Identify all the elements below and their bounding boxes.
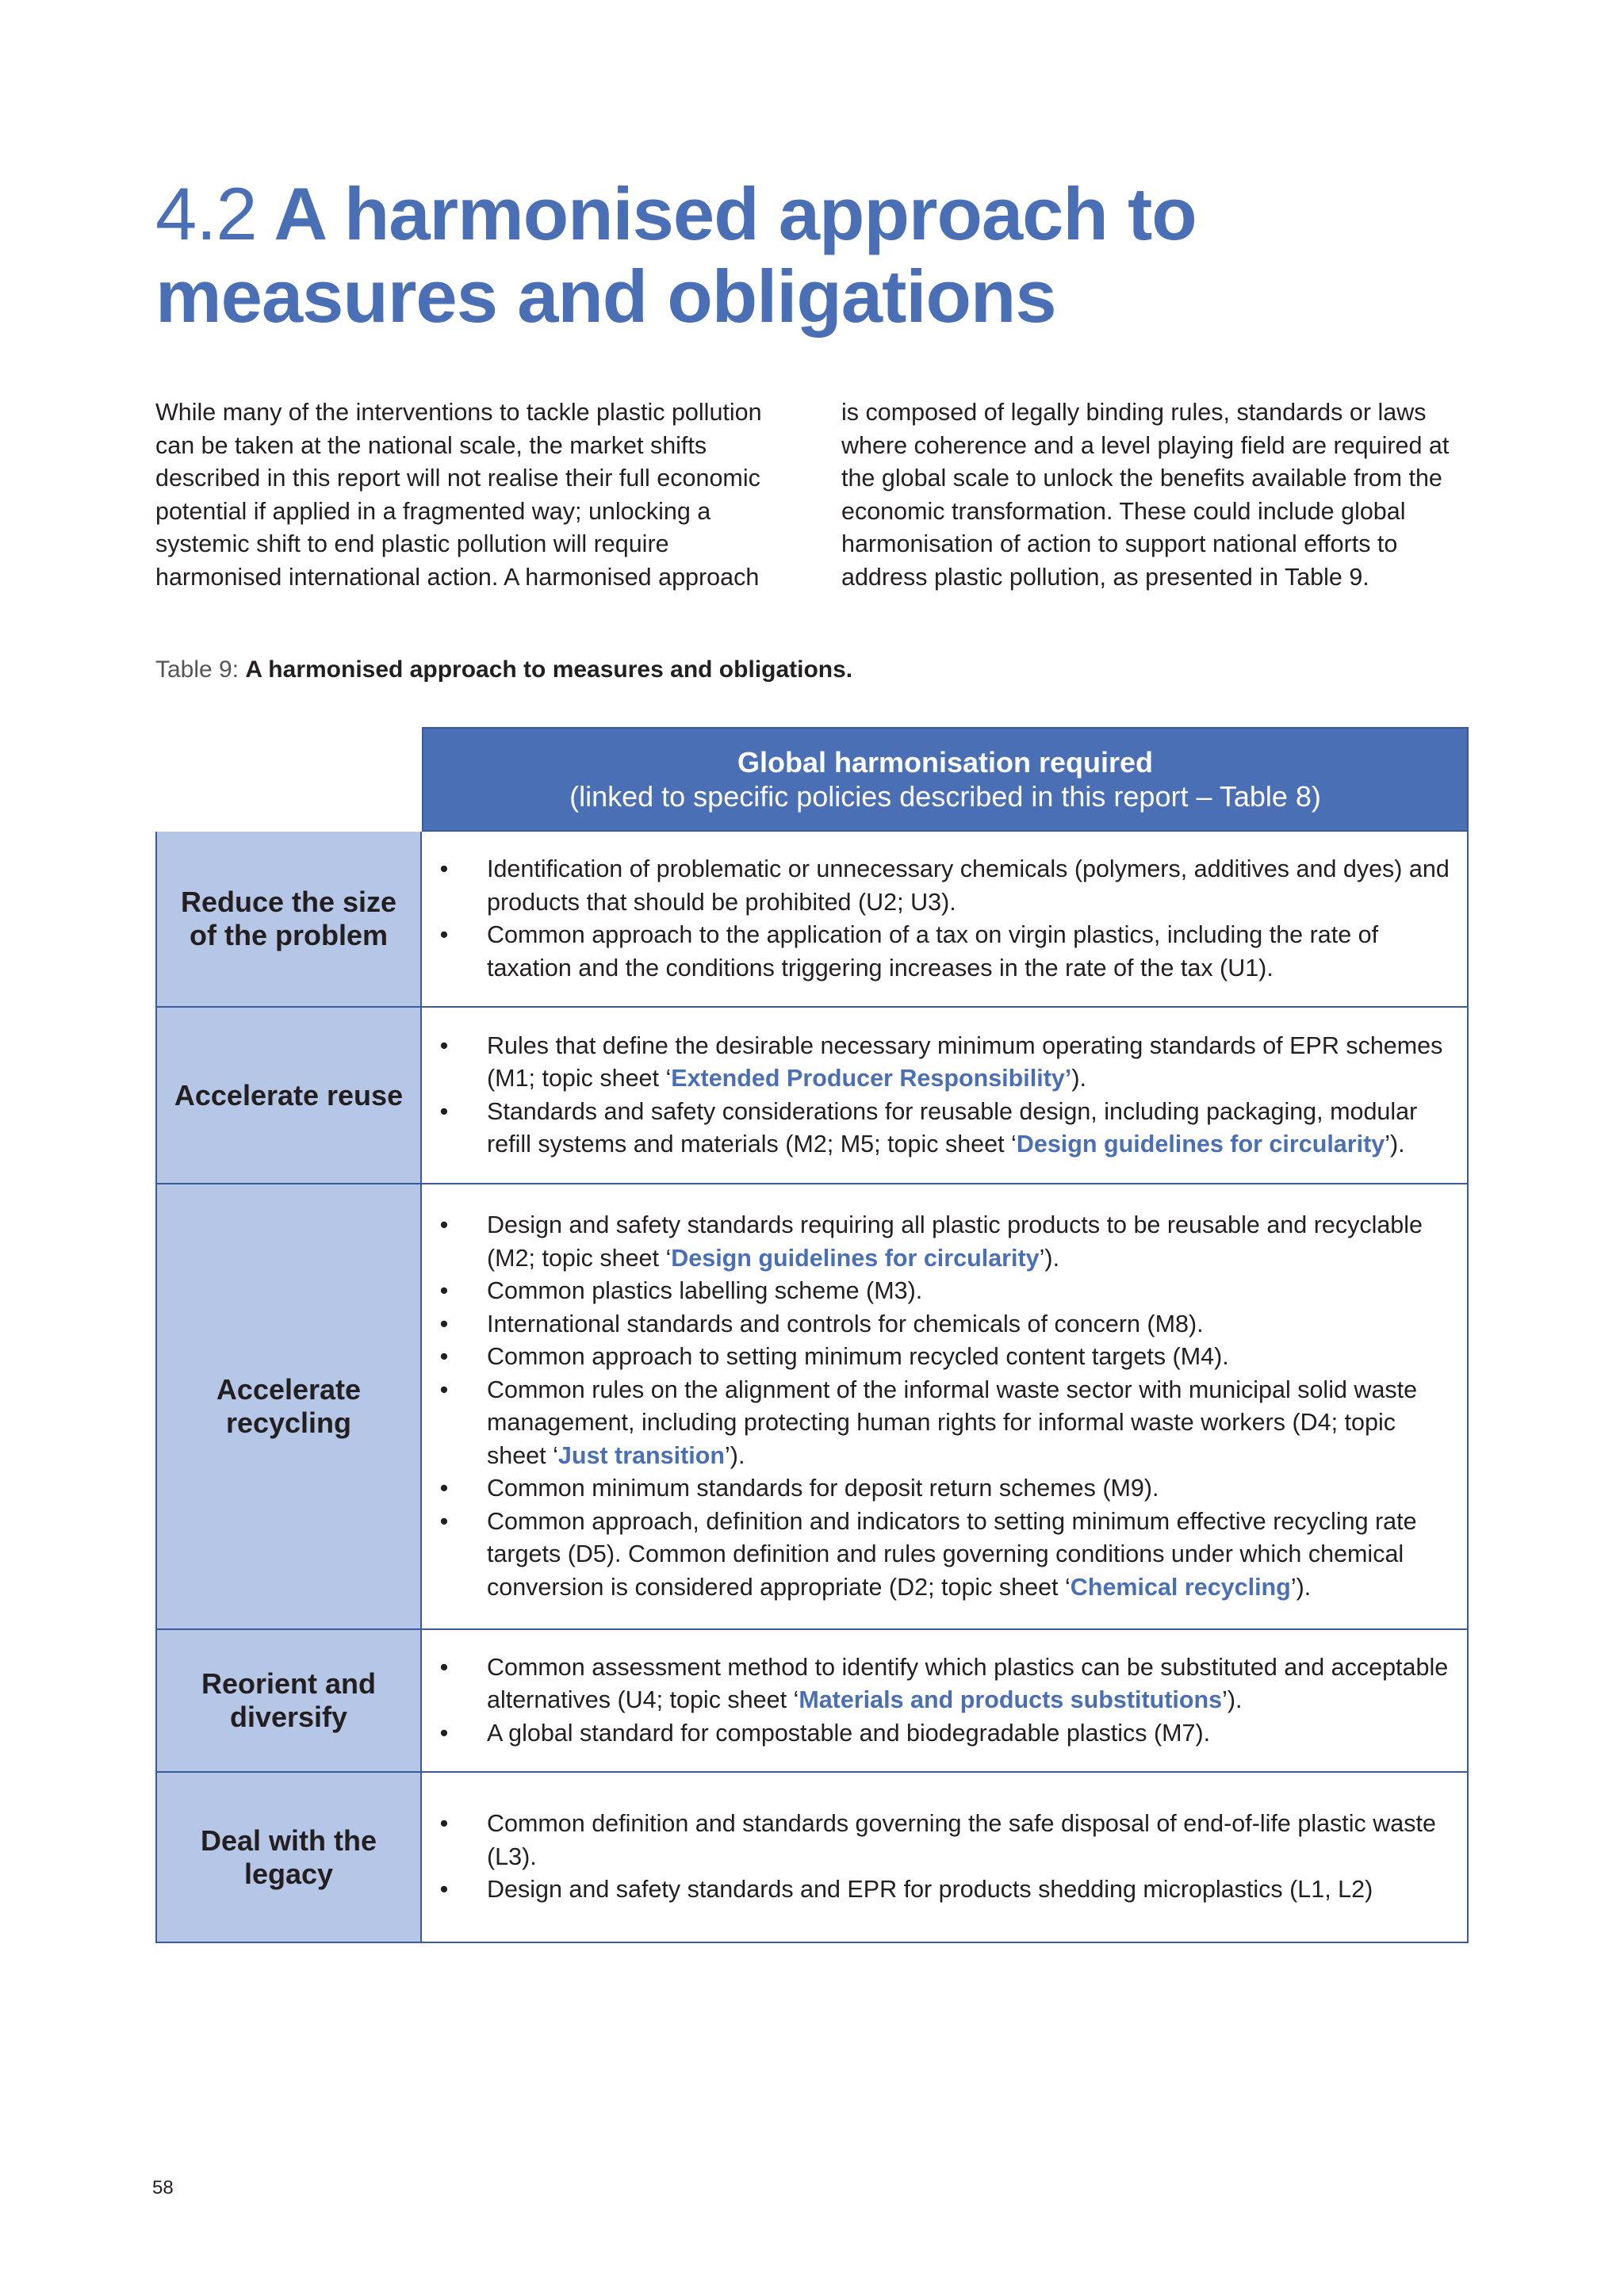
list-item [422,1651,1451,1717]
item-text: Standards and safety considerations for reusable design, including packaging, modular refill systems and materials (M2; M5; topic sheet ‘ [487,1097,1418,1158]
list-item [422,919,1451,985]
list-item [422,1374,1451,1473]
row-content [422,832,1467,1006]
section-title: A harmonised approach to measures and obligations [155,172,1197,338]
row-label: Reorient and diversify [157,1630,422,1771]
bullet: • [439,1031,449,1059]
row-label: Accelerate recycling [157,1184,422,1628]
item-text: Common approach to setting minimum recycled content targets (M4). [487,1343,1229,1370]
bullet: • [439,1653,449,1681]
header-line-1: Global harmonisation required [737,746,1154,779]
intro-column-2: is composed of legally binding rules, standards or laws where coherence and a level playing field are required at the global scale to unlock the benefits available from the economic transformation. These could include global harmonisation of action to support national efforts to address plastic pollution, as presented in Table 9. [841,399,1450,591]
item-text: Design and safety standards requiring all plastic products to be reusable and recyclable (M2; topic sheet ‘ [487,1211,1423,1272]
item-text: Common minimum standards for deposit return schemes (M9). [487,1475,1159,1502]
page-number: 58 [152,2177,174,2198]
bullet: • [439,921,449,948]
bullet: • [439,1310,449,1337]
list-item [422,1472,1451,1506]
item-text: Common approach, definition and indicators to setting minimum effective recycling rate targets (D5). Common definition and rules governing conditions under which chemical conversion is considered appropriate (D2; topic sheet ‘ [487,1507,1417,1601]
list-item [422,1717,1451,1751]
list-item [422,1275,1451,1308]
list-item [422,1096,1451,1161]
bullet: • [439,1507,449,1535]
list-item [422,1506,1451,1605]
bullet: • [439,1277,449,1304]
item-text: Design and safety standards and EPR for products shedding microplastics (L1, L2) [487,1876,1373,1904]
list-item [422,853,1451,919]
bullet: • [439,1343,449,1370]
item-text-end: ’). [1385,1131,1405,1158]
item-text-end: ’). [1039,1244,1060,1272]
topic-sheet-link[interactable]: Just transition [557,1441,726,1469]
item-text: Common assessment method to identify which plastics can be substituted and acceptable alternatives (U4; topic sheet ‘ [487,1653,1449,1714]
table-row-reduce [155,832,1469,1008]
item-text: Common rules on the alignment of the informal waste sector with municipal solid waste management, including protecting human rights for informal waste workers (D4; topic sheet ‘ [487,1376,1418,1469]
caption-title: A harmonised approach to measures and obligations. [245,656,853,683]
row-content [422,1773,1467,1942]
item-text: International standards and controls for chemicals of concern (M8). [487,1310,1204,1337]
item-text: Rules that define the desirable necessary minimum operating standards of EPR schemes (M1; topic sheet ‘ [487,1031,1443,1092]
measures-list [422,1651,1451,1751]
bullet: • [439,1211,449,1238]
row-content [422,1184,1467,1628]
intro-text [155,396,1472,594]
bullet: • [439,1376,449,1403]
list-item [422,1030,1451,1096]
topic-sheet-link[interactable]: Design guidelines for circularity [1016,1131,1385,1158]
table-row-reorient [155,1630,1469,1773]
row-content [422,1008,1467,1183]
page-title [155,173,1503,338]
topic-sheet-link[interactable]: Design guidelines for circularity [671,1244,1040,1272]
intro-column-1: While many of the interventions to tackle plastic pollution can be taken at the national scale, the market shifts described in this report will not realise their full economic potential if applied in a fragmented way; unlocking a systemic shift to end plastic pollution will require harmonised international action. A harmonised approach [155,399,762,591]
list-item [422,1341,1451,1374]
header-spacer [155,727,422,832]
measures-list [422,853,1451,985]
measures-list [422,1209,1451,1604]
item-text: Identification of problematic or unnecessary chemicals (polymers, additives and dyes) and products that should be prohibited (U2; U3). [487,855,1450,916]
item-text-end: ). [1071,1065,1086,1092]
item-text: Common definition and standards governing the safe disposal of end-of-life plastic waste (L3). [487,1810,1436,1870]
bullet: • [439,1810,449,1838]
topic-sheet-link[interactable]: Materials and products substitutions [799,1686,1223,1714]
section-number: 4.2 [155,172,257,255]
bullet: • [439,1475,449,1502]
bullet: • [439,1097,449,1125]
caption-prefix: Table 9: [155,656,246,683]
header-line-2: (linked to specific policies described in this report – Table 8) [569,780,1321,813]
bullet: • [439,1876,449,1904]
row-label: Deal with the legacy [157,1773,422,1942]
list-item [422,1209,1451,1275]
bullet: • [439,1719,449,1747]
list-item [422,1873,1451,1907]
table-row-recycling [155,1184,1469,1630]
measures-list [422,1808,1451,1907]
measures-list [422,1030,1451,1161]
table-row-reuse [155,1008,1469,1184]
table-caption [155,656,852,683]
bullet: • [439,855,449,882]
list-item [422,1808,1451,1873]
topic-sheet-link[interactable]: Extended Producer Responsibility’ [671,1065,1072,1092]
item-text-end: ’). [725,1441,745,1469]
table-header-cell [422,727,1469,832]
table-header-row [155,727,1469,832]
item-text-end: ’). [1290,1573,1312,1601]
item-text: Common plastics labelling scheme (M3). [487,1277,923,1304]
row-label: Accelerate reuse [157,1008,422,1183]
item-text-end: ’). [1222,1686,1243,1714]
item-text: A global standard for compostable and biodegradable plastics (M7). [487,1719,1211,1747]
harmonisation-table [155,727,1469,1943]
row-label: Reduce the size of the problem [157,832,422,1006]
topic-sheet-link[interactable]: Chemical recycling [1070,1573,1291,1601]
list-item [422,1308,1451,1341]
table-row-legacy [155,1773,1469,1943]
item-text: Common approach to the application of a tax on virgin plastics, including the rate of taxation and the conditions triggering increases in the rate of the tax (U1). [487,921,1379,982]
row-content [422,1630,1467,1771]
